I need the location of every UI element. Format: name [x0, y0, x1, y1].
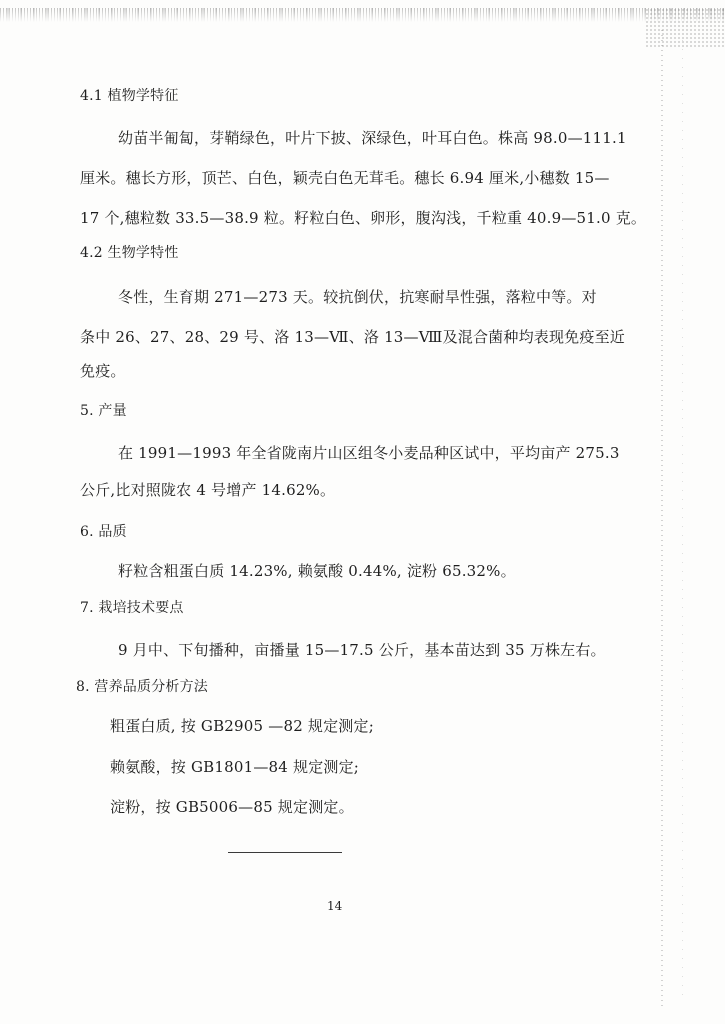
- method-line: 赖氨酸，按 GB1801—84 规定测定;: [110, 758, 360, 776]
- paragraph-line: 公斤,比对照陇农 4 号增产 14.62%。: [80, 481, 336, 499]
- heading-quality: 6. 品质: [80, 524, 127, 540]
- heading-cultivation: 7. 栽培技术要点: [80, 600, 184, 616]
- paragraph-line: 在 1991—1993 年全省陇南片山区组冬小麦品种区试中，平均亩产 275.3: [118, 444, 620, 462]
- heading-yield: 5. 产量: [80, 403, 127, 419]
- heading-botanical-traits: 4.1 植物学特征: [80, 88, 179, 104]
- method-line: 淀粉，按 GB5006—85 规定测定。: [110, 798, 354, 816]
- scan-edge-right-outer: [682, 40, 683, 1000]
- method-line: 粗蛋白质, 按 GB2905 —82 规定测定;: [110, 717, 374, 735]
- scan-noise-corner: [645, 8, 725, 48]
- end-rule: [228, 852, 342, 853]
- page-number: 14: [327, 899, 343, 913]
- paragraph-line: 免疫。: [80, 362, 126, 380]
- paragraph-line: 9 月中、下旬播种，亩播量 15—17.5 公斤，基本苗达到 35 万株左右。: [118, 641, 606, 659]
- paragraph-line: 籽粒含粗蛋白质 14.23%, 赖氨酸 0.44%, 淀粉 65.32%。: [118, 562, 516, 580]
- scan-noise-top: [0, 8, 725, 22]
- paragraph-line: 冬性，生育期 271—273 天。较抗倒伏，抗寒耐旱性强，落粒中等。对: [118, 288, 597, 306]
- scan-edge-right: [661, 30, 663, 1010]
- paragraph-line: 幼苗半匍匐，芽鞘绿色，叶片下披、深绿色，叶耳白色。株高 98.0—111.1: [118, 129, 627, 147]
- heading-analysis-methods: 8. 营养品质分析方法: [76, 679, 209, 695]
- heading-biological-traits: 4.2 生物学特性: [80, 245, 179, 261]
- paragraph-line: 条中 26、27、28、29 号、洛 13—Ⅶ、洛 13—Ⅷ及混合菌种均表现免疫至近: [80, 328, 625, 346]
- paragraph-line: 厘米。穗长方形，顶芒、白色，颖壳白色无茸毛。穗长 6.94 厘米,小穗数 15—: [80, 169, 610, 187]
- paragraph-line: 17 个,穗粒数 33.5—38.9 粒。籽粒白色、卵形，腹沟浅，千粒重 40.9—51.0 克。: [80, 209, 647, 227]
